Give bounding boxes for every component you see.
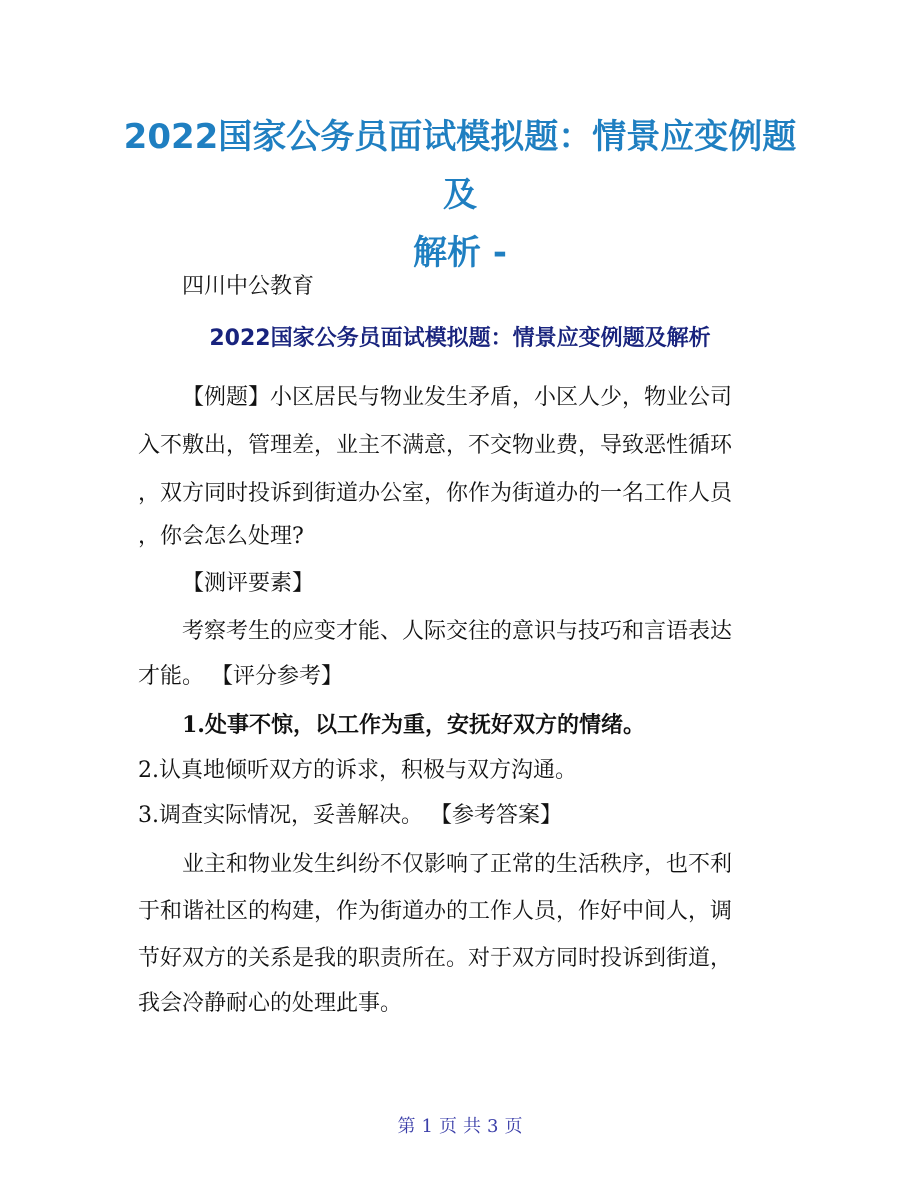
question-line: ，你会怎么处理? bbox=[138, 524, 304, 549]
scoring-item: 3.调查实际情况，妥善解决。 【参考答案】 bbox=[138, 803, 562, 828]
page-footer bbox=[0, 1112, 920, 1138]
question-line: 入不敷出，管理差，业主不满意，不交物业费，导致恶性循环 bbox=[138, 433, 733, 458]
answer-line: 节好双方的关系是我的职责所在。对于双方同时投诉到街道， bbox=[138, 946, 733, 971]
answer-line: 于和谐社区的构建，作为街道办的工作人员，作好中间人，调 bbox=[138, 899, 733, 924]
footer-total-pages: 3 bbox=[487, 1116, 499, 1137]
source-line: 四川中公教育 bbox=[182, 274, 315, 299]
answer-line: 业主和物业发生纠纷不仅影响了正常的生活秩序，也不利 bbox=[182, 852, 733, 877]
answer-line: 我会冷静耐心的处理此事。 bbox=[138, 991, 403, 1016]
footer-current-page: 1 bbox=[421, 1116, 433, 1137]
footer-total-prefix: 共 bbox=[463, 1116, 481, 1137]
scoring-item: 2.认真地倾听双方的诉求，积极与双方沟通。 bbox=[138, 758, 577, 783]
factors-text-line: 考察考生的应变才能、人际交往的意识与技巧和言语表达 bbox=[182, 619, 733, 644]
title-line-1: 2022国家公务员面试模拟题：情景应变例题及 bbox=[123, 117, 797, 215]
subtitle: 2022国家公务员面试模拟题：情景应变例题及解析 bbox=[209, 326, 711, 351]
footer-total-unit: 页 bbox=[504, 1116, 523, 1137]
factors-heading: 【测评要素】 bbox=[182, 571, 315, 596]
question-line: 【例题】小区居民与物业发生矛盾，小区人少，物业公司 bbox=[182, 385, 733, 410]
title-line-2: 解析 - bbox=[413, 233, 507, 273]
scoring-item: 1.处事不惊，以工作为重，安抚好双方的情绪。 bbox=[182, 712, 645, 738]
document-title bbox=[110, 108, 810, 282]
question-line: ，双方同时投诉到街道办公室，你作为街道办的一名工作人员 bbox=[138, 481, 733, 506]
footer-prefix: 第 bbox=[397, 1116, 416, 1137]
footer-page-unit: 页 bbox=[439, 1116, 457, 1137]
factors-text-line: 才能。 【评分参考】 bbox=[138, 664, 343, 689]
